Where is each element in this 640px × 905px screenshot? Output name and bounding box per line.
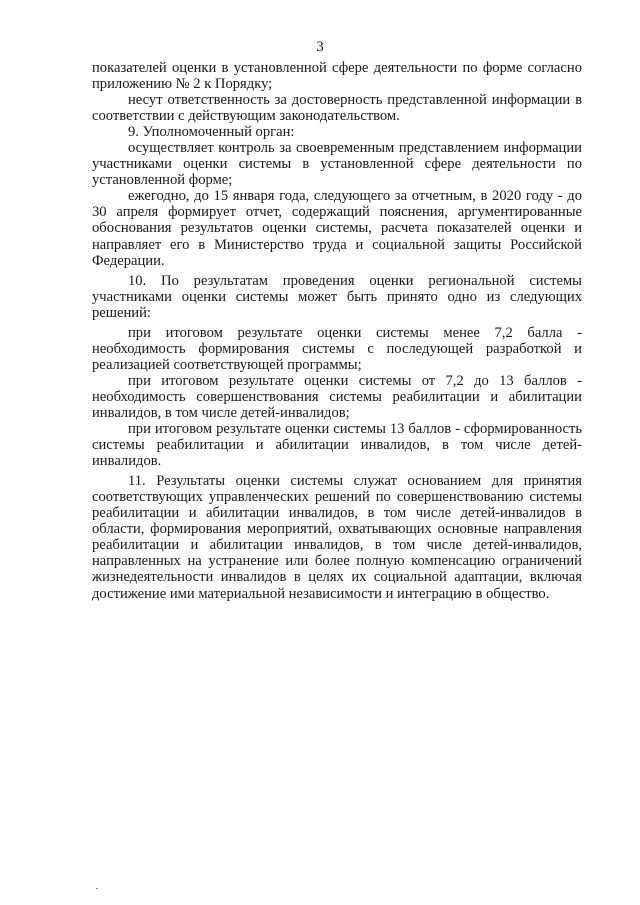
scan-speck bbox=[96, 888, 98, 889]
document-body bbox=[92, 60, 582, 602]
paragraph: при итоговом результате оценки системы 13 баллов - сформированность системы реабилитации и абилитации инвалидов, в том числе детей-инвалидов. bbox=[92, 421, 582, 470]
paragraph: несут ответственность за достоверность представленной информации в соответствии с действующим законодательством. bbox=[92, 92, 582, 125]
paragraph: 10. По результатам проведения оценки региональной системы участниками оценки системы может быть принято одно из следующих решений: bbox=[92, 272, 582, 321]
paragraph: осуществляет контроль за своевременным представлением информации участниками оценки системы в установленной сфере деятельности по установленной форме; bbox=[92, 140, 582, 189]
paragraph: при итоговом результате оценки системы от 7,2 до 13 баллов - необходимость совершенствования системы реабилитации и абилитации инвалидов, в том числе детей-инвалидов; bbox=[92, 372, 582, 421]
paragraph: 11. Результаты оценки системы служат основанием для принятия соответствующих управленческих решений по совершенствованию системы реабилитации и абилитации инвалидов, в том числе детей-инвалидов в области, формирования мероприятий, охватывающих основные направления реабилитации и абилитации инвалидов, в том числе детей-инвалидов, направленных на устранение или более полную компенсацию ограничений жизнедеятельности инвалидов в целях их социальной адаптации, включая достижение ими материальной независимости и интеграцию в общество. bbox=[92, 473, 582, 602]
paragraph: при итоговом результате оценки системы менее 7,2 балла - необходимость формирования системы с последующей разработкой и реализацией соответствующей программы; bbox=[92, 324, 582, 373]
paragraph: ежегодно, до 15 января года, следующего за отчетным, в 2020 году - до 30 апреля формирует отчет, содержащий пояснения, аргументированные обоснования результатов оценки системы, расчета показателей оценки и направляет его в Министерство труда и социальной защиты Российской Федерации. bbox=[92, 188, 582, 269]
paragraph-heading: 9. Уполномоченный орган: bbox=[128, 124, 295, 141]
page-number: 3 bbox=[316, 39, 324, 55]
paragraph: показателей оценки в установленной сфере деятельности по форме согласно приложению № 2 к Порядку; bbox=[92, 60, 582, 93]
